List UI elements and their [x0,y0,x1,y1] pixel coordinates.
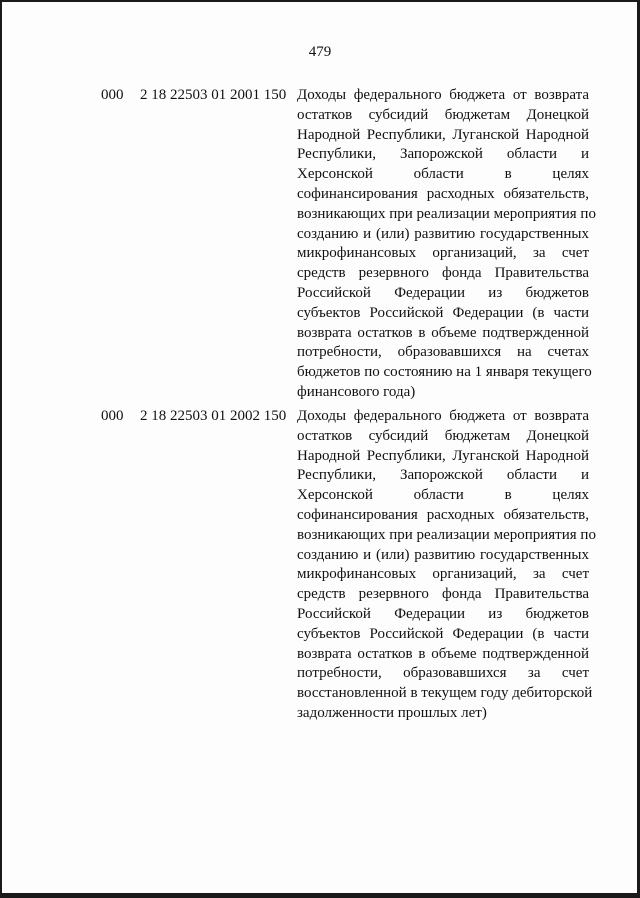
description-line: Республики, Запорожской области и [297,146,589,163]
description-line: Херсонской области в целях [297,166,589,183]
description-line: Доходы федерального бюджета от возврата [297,87,589,103]
description-line: задолженности прошлых лет) [297,704,487,721]
description-line: Херсонской области в целях [297,487,589,504]
page-number: 479 [308,44,332,60]
description-line: возврата остатков в объеме подтвержденной [297,645,589,662]
description-line: созданию и (или) развитию государственных [297,546,589,563]
admin-code: 000 [101,87,124,103]
description-line: бюджетов по состоянию на 1 января текущего [297,364,592,381]
description-line: софинансирования расходных обязательств, [297,185,589,202]
description-line: Республики, Запорожской области и [297,467,589,484]
description-line: возврата остатков в объеме подтвержденной [297,324,589,341]
description-line: субъектов Российской Федерации (в части [297,304,589,321]
description-line: Доходы федерального бюджета от возврата [297,408,589,424]
description-line: возникающих при реализации мероприятия по [297,526,596,543]
description-line: средств резервного фонда Правительства [297,265,589,282]
description-line: Российской Федерации из бюджетов [297,605,589,622]
description-line: Российской Федерации из бюджетов [297,284,589,301]
description-line: Народной Республики, Луганской Народной [297,447,589,464]
description-line: софинансирования расходных обязательств, [297,506,589,523]
description-line: субъектов Российской Федерации (в части [297,625,589,642]
scan-edge-left [0,0,2,898]
scan-edge-top [0,0,640,2]
description-line: финансового года) [297,383,416,400]
scan-edge-bottom [0,893,640,898]
description-line: микрофинансовых организаций, за счет [297,245,589,262]
description-line: потребности, образовавшихся на счетах [297,344,589,361]
income-description [297,407,596,724]
budget-classification-code: 2 18 22503 01 2002 150 [140,408,287,424]
description-line: потребности, образовавшихся за счет [297,665,589,682]
description-line: Народной Республики, Луганской Народной [297,126,589,143]
description-line: микрофинансовых организаций, за счет [297,566,589,583]
description-line: средств резервного фонда Правительства [297,586,589,603]
description-line: созданию и (или) развитию государственных [297,225,589,242]
description-line: остатков субсидий бюджетам Донецкой [297,106,589,123]
admin-code: 000 [101,408,124,424]
budget-classification-code: 2 18 22503 01 2001 150 [140,87,287,103]
income-description [297,86,596,403]
description-line: восстановленной в текущем году дебиторской [297,685,593,702]
description-line: возникающих при реализации мероприятия по [297,205,596,222]
description-line: остатков субсидий бюджетам Донецкой [297,427,589,444]
